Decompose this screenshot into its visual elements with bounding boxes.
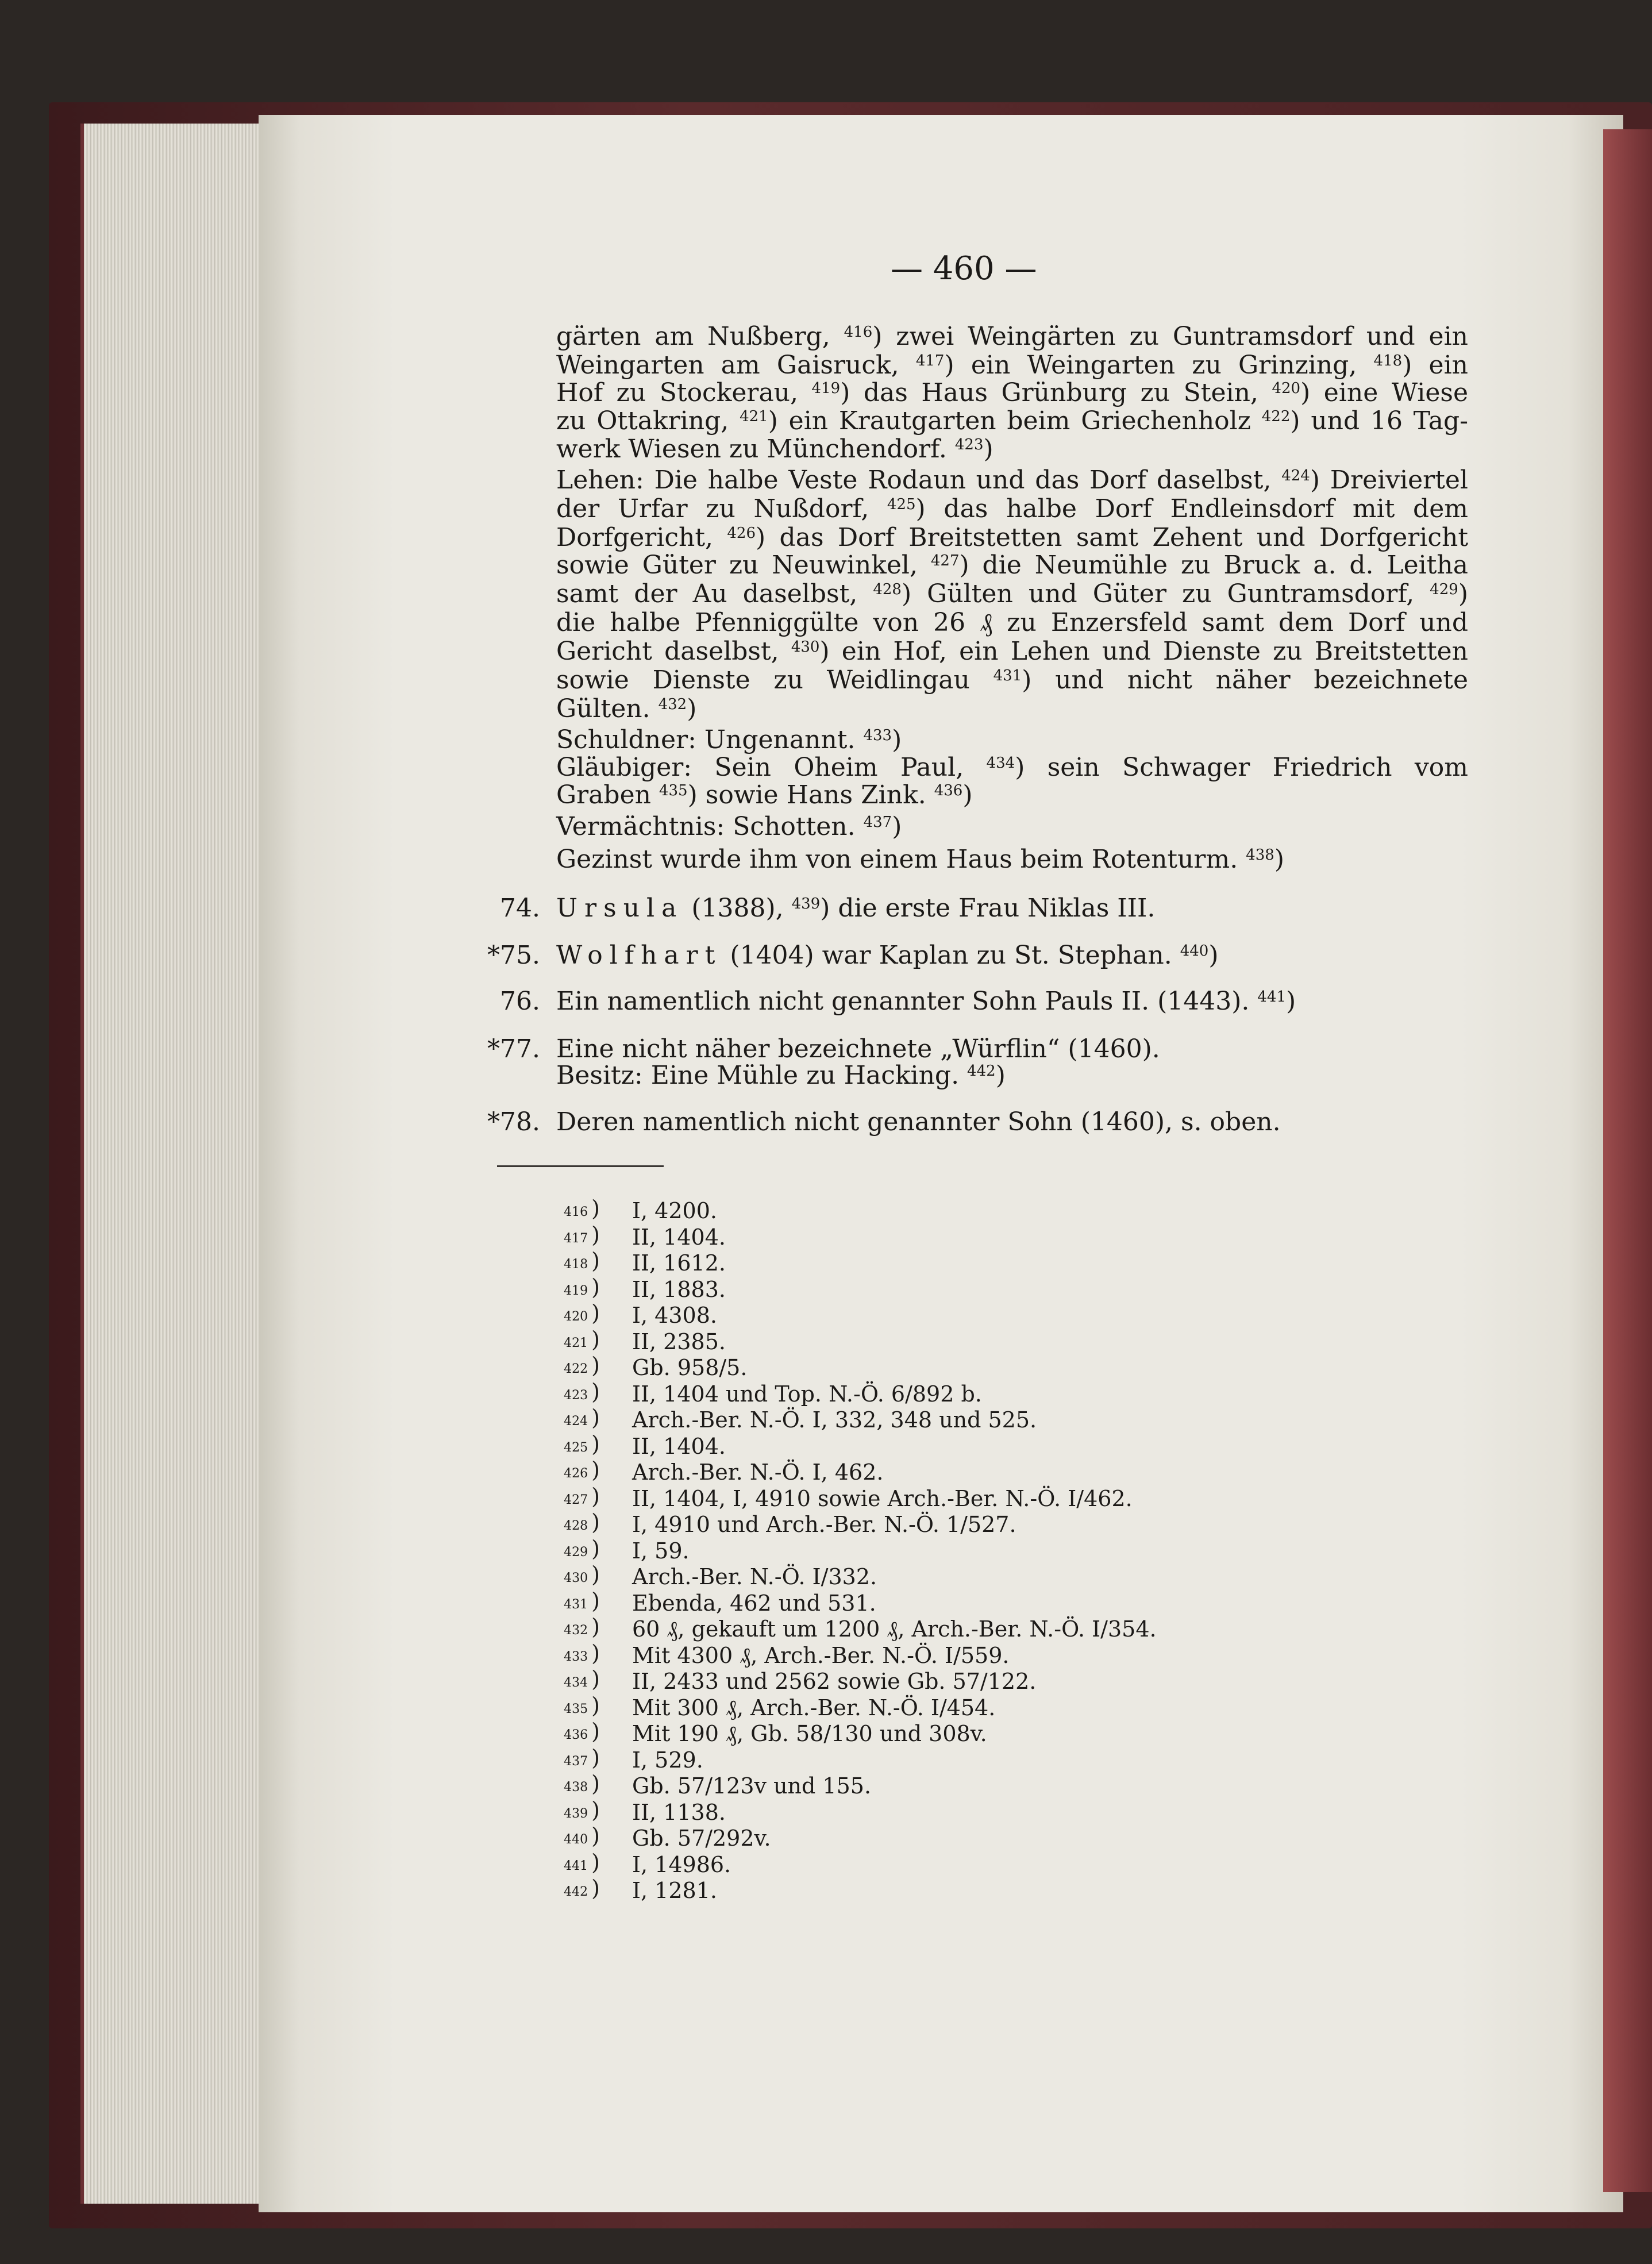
footnote-text: Arch.-Ber. N.-Ö. I/332. bbox=[632, 1564, 877, 1589]
line-text: ) Gülten und Güter zu Guntramsdorf, bbox=[901, 579, 1430, 609]
footnote-number: 437 ) bbox=[564, 1745, 600, 1770]
paragraph-line bbox=[556, 523, 1468, 552]
footnote-number: 442 ) bbox=[564, 1876, 600, 1901]
footnote-ref: 427 bbox=[930, 552, 960, 569]
footnote-ref: 419 bbox=[811, 380, 841, 397]
footnote-number: 436 ) bbox=[564, 1719, 600, 1744]
paragraph-line bbox=[556, 434, 993, 464]
line-text: ) ein Weingarten zu Grinzing, bbox=[944, 351, 1374, 380]
line-text: Vermächtnis: Schotten. bbox=[556, 812, 864, 841]
footnote-text: I, 4910 und Arch.-Ber. N.-Ö. 1/527. bbox=[632, 1512, 1016, 1537]
line-text: ) das halbe Dorf Endleinsdorf mit dem bbox=[915, 494, 1468, 523]
line-text: ) und nicht näher bezeichnete bbox=[1022, 665, 1468, 695]
footnote-ref: 420 bbox=[1272, 380, 1301, 397]
footnote-ref: 437 bbox=[863, 814, 892, 831]
footnote-text: II, 1404 und Top. N.-Ö. 6/892 b. bbox=[632, 1381, 982, 1407]
line-text: Graben bbox=[556, 780, 659, 810]
footnote-ref: 417 bbox=[915, 352, 945, 369]
footnote-ref: 430 bbox=[791, 638, 820, 656]
footnote-ref: 435 bbox=[659, 782, 688, 799]
line-text: ) ein Krautgarten beim Griechenholz bbox=[768, 406, 1262, 436]
line-text: sowie Dienste zu Weidlingau bbox=[556, 665, 993, 695]
entry-line bbox=[556, 1107, 1281, 1137]
footnote-ref: 421 bbox=[740, 408, 768, 425]
footnote-ref: 422 bbox=[1261, 408, 1291, 425]
footnote-text: Mit 300 ₰, Arch.-Ber. N.-Ö. I/454. bbox=[632, 1695, 996, 1720]
line-text: Hof zu Stockerau, bbox=[556, 378, 812, 407]
footnote-text: Ebenda, 462 und 531. bbox=[632, 1590, 876, 1616]
line-text: zu Ottakring, bbox=[556, 406, 740, 436]
footnote-text: II, 1612. bbox=[632, 1250, 726, 1276]
footnote-number: 439 ) bbox=[564, 1797, 600, 1823]
footnote-ref: 418 bbox=[1373, 352, 1403, 369]
paragraph-line bbox=[556, 579, 1468, 609]
line-text: ) ein bbox=[1402, 351, 1469, 380]
entry-number: 76. bbox=[500, 987, 540, 1016]
footnote-ref: 433 bbox=[863, 727, 892, 744]
paragraph-line bbox=[556, 665, 1468, 695]
line-text: ) bbox=[983, 434, 993, 464]
paragraph-line bbox=[556, 725, 902, 754]
footnote-text: Arch.-Ber. N.-Ö. I, 332, 348 und 525. bbox=[632, 1407, 1037, 1433]
line-text: gärten am Nußberg, bbox=[556, 322, 844, 351]
footnote-text: II, 1883. bbox=[632, 1276, 726, 1302]
line-text: ) bbox=[1274, 845, 1284, 874]
footnote-number: 424 ) bbox=[564, 1405, 600, 1430]
footnote-text: I, 14986. bbox=[632, 1851, 731, 1877]
footnote-ref: 441 bbox=[1257, 988, 1287, 1006]
line-text: ) bbox=[1458, 579, 1468, 609]
footnote-ref: 425 bbox=[887, 496, 916, 513]
line-text: ) bbox=[962, 780, 973, 810]
footnote-text: I, 4200. bbox=[632, 1198, 717, 1223]
entry-number: *78. bbox=[487, 1107, 540, 1137]
entry-text: (1388), bbox=[683, 894, 792, 923]
cover-right-edge bbox=[1603, 129, 1652, 2192]
footnote-text: I, 529. bbox=[632, 1747, 703, 1773]
entry-number: *77. bbox=[487, 1034, 540, 1064]
entry-text: ) die erste Frau Niklas III. bbox=[820, 894, 1156, 923]
line-text: ) sein Schwager Friedrich vom bbox=[1015, 753, 1468, 782]
footnote-ref: 438 bbox=[1246, 846, 1274, 864]
entry-line bbox=[556, 987, 1296, 1016]
paragraph-line bbox=[556, 694, 696, 723]
footnote-text: Arch.-Ber. N.-Ö. I, 462. bbox=[632, 1460, 884, 1485]
footnote-ref: 442 bbox=[967, 1062, 996, 1080]
line-text: ) bbox=[687, 694, 697, 723]
footnote-number: 438 ) bbox=[564, 1771, 600, 1796]
footnote-text: Mit 4300 ₰, Arch.-Ber. N.-Ö. I/559. bbox=[632, 1642, 1010, 1668]
entry-text: Ein namentlich nicht genannter Sohn Pauls II. (1443). bbox=[556, 987, 1258, 1016]
line-text: Gezinst wurde ihm von einem Haus beim Rotenturm. bbox=[556, 845, 1246, 874]
line-text: Dorfgericht, bbox=[556, 523, 727, 552]
footnote-number: 428 ) bbox=[564, 1510, 600, 1535]
footnote-number: 427 ) bbox=[564, 1483, 600, 1509]
footnote-text: Gb. 958/5. bbox=[632, 1355, 748, 1380]
footnote-text: II, 1404. bbox=[632, 1433, 726, 1459]
footnote-ref: 432 bbox=[658, 696, 687, 713]
line-text: ) sowie Hans Zink. bbox=[687, 780, 934, 810]
footnote-text: Gb. 57/123v und 155. bbox=[632, 1773, 872, 1799]
footnote-text: I, 59. bbox=[632, 1538, 690, 1564]
line-text: ) das Haus Grünburg zu Stein, bbox=[840, 378, 1272, 407]
paragraph-line bbox=[556, 494, 1468, 523]
paragraph-line bbox=[556, 845, 1284, 874]
footnote-number: 440 ) bbox=[564, 1823, 600, 1849]
line-text: die halbe Pfenniggülte von 26 ₰ zu Enzersfeld samt dem Dorf und bbox=[556, 608, 1468, 637]
line-text: ) bbox=[892, 812, 902, 841]
footnote-number: 430 ) bbox=[564, 1562, 600, 1587]
footnote-text: II, 1404. bbox=[632, 1224, 726, 1250]
paragraph-line bbox=[556, 637, 1468, 666]
paragraph-line bbox=[556, 465, 1468, 495]
footnote-number: 441 ) bbox=[564, 1849, 600, 1875]
line-text: ) die Neumühle zu Bruck a. d. Leitha bbox=[959, 550, 1469, 580]
entry-text: Besitz: Eine Mühle zu Hacking. bbox=[556, 1061, 968, 1090]
line-text: Gericht daselbst, bbox=[556, 637, 791, 666]
line-text: samt der Au daselbst, bbox=[556, 579, 873, 609]
footnote-number: 435 ) bbox=[564, 1692, 600, 1718]
footnote-number: 433 ) bbox=[564, 1640, 600, 1666]
footnote-ref: 424 bbox=[1281, 467, 1310, 484]
entry-line bbox=[556, 1061, 1006, 1090]
line-text: Weingarten am Gaisruck, bbox=[556, 351, 916, 380]
footnote-number: 417 ) bbox=[564, 1222, 600, 1247]
footnote-ref: 440 bbox=[1180, 942, 1209, 960]
footnote-ref: 436 bbox=[934, 782, 963, 799]
footnote-ref: 426 bbox=[727, 525, 756, 542]
footnote-ref: 423 bbox=[954, 436, 984, 453]
entry-text: ) bbox=[1208, 941, 1219, 970]
line-text: Gülten. bbox=[556, 694, 659, 723]
entry-text: ) bbox=[995, 1061, 1006, 1090]
paragraph-line bbox=[556, 812, 902, 841]
line-text: Gläubiger: Sein Oheim Paul, bbox=[556, 753, 987, 782]
footnote-text: II, 2433 und 2562 sowie Gb. 57/122. bbox=[632, 1669, 1037, 1694]
paragraph-line bbox=[556, 378, 1468, 407]
footnote-text: Gb. 57/292v. bbox=[632, 1826, 771, 1851]
footnote-number: 426 ) bbox=[564, 1457, 600, 1483]
footnote-ref: 428 bbox=[873, 581, 902, 598]
paragraph-line bbox=[556, 550, 1468, 580]
paragraph-line bbox=[556, 780, 973, 810]
footnote-number: 434 ) bbox=[564, 1666, 600, 1692]
line-text: ) und 16 Tag- bbox=[1290, 406, 1468, 436]
entry-line bbox=[556, 941, 1219, 970]
page-edges bbox=[80, 124, 279, 2204]
entry-number: *75. bbox=[487, 941, 540, 970]
entry-name: Ursula bbox=[556, 894, 684, 923]
footnote-rule bbox=[497, 1165, 664, 1167]
paragraph-line bbox=[556, 322, 1468, 351]
paragraph-line bbox=[556, 406, 1468, 436]
footnote-ref: 434 bbox=[986, 754, 1015, 772]
footnote-number: 421 ) bbox=[564, 1326, 600, 1352]
footnote-ref: 439 bbox=[791, 895, 821, 912]
footnote-text: II, 1404, I, 4910 sowie Arch.-Ber. N.-Ö. I/462. bbox=[632, 1485, 1133, 1511]
footnote-number: 429 ) bbox=[564, 1535, 600, 1561]
entry-text: Eine nicht näher bezeichnete „Würflin“ (1460). bbox=[556, 1034, 1160, 1064]
footnote-ref: 416 bbox=[844, 324, 873, 341]
entry-text: ) bbox=[1286, 987, 1296, 1016]
page-number: — 460 — bbox=[891, 250, 1037, 287]
footnote-ref: 431 bbox=[993, 667, 1022, 684]
paragraph-line bbox=[556, 753, 1468, 782]
footnote-number: 423 ) bbox=[564, 1379, 600, 1404]
footnote-number: 416 ) bbox=[564, 1196, 600, 1221]
entry-text: Deren namentlich nicht genannter Sohn (1460), s. oben. bbox=[556, 1107, 1281, 1137]
footnote-text: Mit 190 ₰, Gb. 58/130 und 308v. bbox=[632, 1721, 987, 1746]
entry-line bbox=[556, 894, 1155, 923]
line-text: ) zwei Weingärten zu Guntramsdorf und ein bbox=[872, 322, 1468, 351]
line-text: ) das Dorf Breitstetten samt Zehent und Dorfgericht bbox=[756, 523, 1468, 552]
footnote-number: 420 ) bbox=[564, 1300, 600, 1326]
footnote-text: II, 2385. bbox=[632, 1329, 726, 1354]
line-text: ) eine Wiese bbox=[1300, 378, 1468, 407]
footnote-number: 418 ) bbox=[564, 1248, 600, 1273]
footnote-number: 422 ) bbox=[564, 1353, 600, 1378]
footnote-number: 432 ) bbox=[564, 1614, 600, 1639]
footnote-number: 431 ) bbox=[564, 1588, 600, 1614]
line-text: werk Wiesen zu Münchendorf. bbox=[556, 434, 955, 464]
line-text: der Urfar zu Nußdorf, bbox=[556, 494, 887, 523]
line-text: Lehen: Die halbe Veste Rodaun und das Dorf daselbst, bbox=[556, 465, 1282, 495]
entry-name: Wolfhart bbox=[556, 941, 722, 970]
footnote-ref: 429 bbox=[1430, 581, 1458, 598]
footnote-number: 425 ) bbox=[564, 1431, 600, 1457]
footnote-text: II, 1138. bbox=[632, 1799, 726, 1825]
line-text: Schuldner: Ungenannt. bbox=[556, 725, 864, 754]
paragraph-line bbox=[556, 351, 1468, 380]
footnote-number: 419 ) bbox=[564, 1274, 600, 1300]
footnote-text: I, 4308. bbox=[632, 1303, 717, 1328]
entry-number: 74. bbox=[500, 894, 540, 923]
line-text: ) bbox=[892, 725, 902, 754]
line-text: sowie Güter zu Neuwinkel, bbox=[556, 550, 931, 580]
line-text: ) ein Hof, ein Lehen und Dienste zu Breitstetten bbox=[819, 637, 1468, 666]
line-text: ) Dreiviertel bbox=[1310, 465, 1469, 495]
footnote-text: I, 1281. bbox=[632, 1878, 717, 1903]
entry-line bbox=[556, 1034, 1160, 1064]
paragraph-line bbox=[556, 608, 1468, 637]
footnote-text: 60 ₰, gekauft um 1200 ₰, Arch.-Ber. N.-Ö. I/354. bbox=[632, 1616, 1157, 1642]
entry-text: (1404) war Kaplan zu St. Stephan. bbox=[722, 941, 1180, 970]
